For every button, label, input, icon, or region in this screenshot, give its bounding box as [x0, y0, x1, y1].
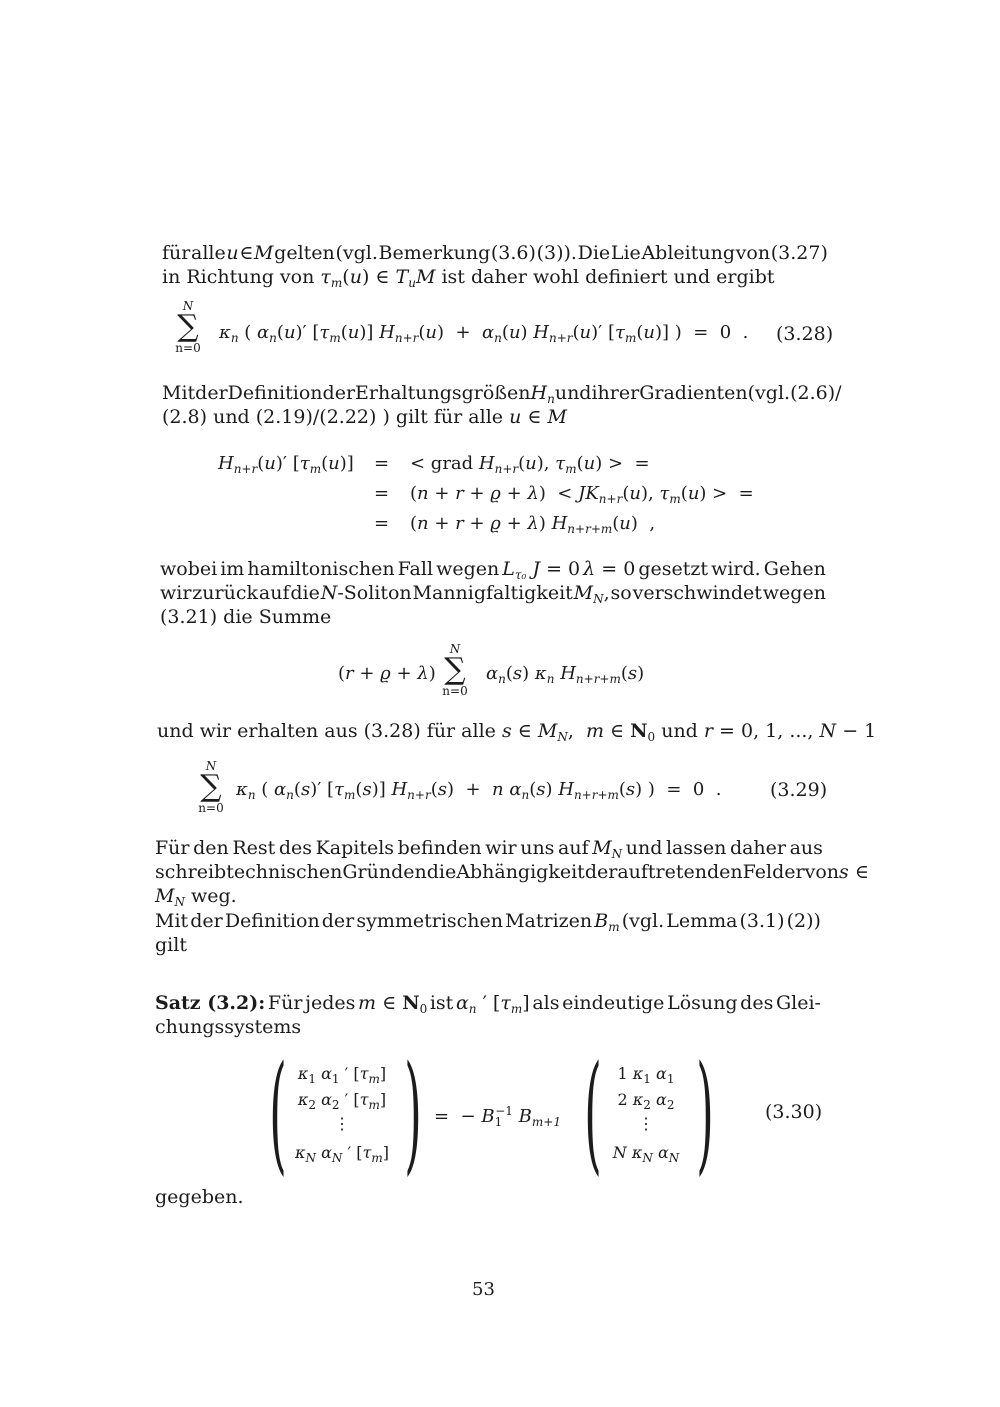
equals-sign: = [374, 513, 390, 534]
text-line: (3.21) die Summe [160, 606, 332, 628]
theorem-conclusion: gegeben. [155, 1186, 244, 1208]
matrix-equation-middle: = − $B_1^{-1}$ $B_{m+1}$ [434, 1104, 561, 1129]
paragraph-6 [155, 909, 821, 957]
sum-symbol: N ∑ n=0 [198, 759, 224, 815]
aligned-equation-rhs-3: (n + r + ϱ + λ) $H_{n+r+m}(u)$ , [410, 513, 656, 536]
equation-number: (3.29) [770, 779, 828, 801]
equation-3-29: $\kappa_n$ ( $\alpha_n(s)'$ $[\tau_m(s)] H_{n+r}(s) + n$ $\alpha_n(s)$ $H_{n+r+m}(s)$ ) = 0 . [236, 779, 722, 802]
matrix-entry: $\kappa_2$ $\alpha_2$ ′ $[\tau_m]$ [297, 1090, 387, 1112]
sum-prefactor: (r + ϱ + λ) [338, 663, 436, 684]
text-line: schreibtechnischen Gründen die Abhängigkeit der auftretenden Felder von s ∈ [155, 861, 869, 883]
text-line: chungssystems [155, 1016, 302, 1038]
sum-symbol: N ∑ n=0 [442, 642, 468, 698]
sum-symbol: N ∑ n=0 [175, 299, 201, 355]
aligned-equations-lhs: $H_{n+r}(u)'$ $[\tau_m(u)]$ [218, 453, 354, 476]
sum-term: $\alpha_n(s)$ $\kappa_n$ $H_{n+r+m}(s)$ [486, 663, 645, 686]
matrix-entry: 1 $\kappa_1$ $\alpha_1$ [617, 1064, 675, 1086]
paragraph-2 [162, 381, 842, 429]
matrix-entry: ⋮ [638, 1114, 654, 1133]
text-line: für alle u ∈ M gelten (vgl. Bemerkung (3.6) (3)). Die Lie Ableitung von (3.27) [162, 242, 828, 264]
paragraph-4 [157, 719, 877, 744]
theorem-3-2 [155, 991, 821, 1039]
text-line: in Richtung von $\tau_m(u)$ ∈ $T_uM$ ist daher wohl definiert und ergibt [162, 266, 775, 290]
text-line: Für den Rest des Kapitels befinden wir uns auf $M_N$ und lassen daher aus [155, 837, 823, 861]
equation-number: (3.28) [776, 323, 834, 345]
text-line: Mit der Definition der symmetrischen Matrizen $B_m$ (vgl. Lemma (3.1) (2)) [155, 910, 821, 934]
text-line: wobei im hamiltonischen Fall wegen $L_{\tau_0}$ J = 0 λ = 0 gesetzt wird. Gehen [160, 558, 826, 582]
page-number: 53 [472, 1279, 495, 1300]
text-line: gilt [155, 934, 187, 956]
aligned-equation-rhs-1: < grad $H_{n+r}(u)$, $\tau_m(u)$ > = [410, 453, 650, 476]
equals-sign: = [374, 483, 390, 504]
text-line: und wir erhalten aus (3.28) für alle s ∈ $M_N$, m ∈ $N_0$ und r = 0, 1, ..., N − 1 [157, 720, 877, 744]
matrix-entry: ⋮ [334, 1114, 350, 1133]
equation-number: (3.30) [765, 1101, 823, 1123]
left-paren: ( [269, 1039, 287, 1188]
text-line: wir zurück auf die N-Soliton Mannigfaltigkeit $M_N$, so verschwindet wegen [160, 582, 826, 606]
paragraph-5 [155, 836, 869, 909]
matrix-entry: $\kappa_1$ $\alpha_1$ ′ $[\tau_m]$ [297, 1064, 387, 1086]
text-line: Mit der Definition der Erhaltungsgrößen $H_n$ und ihrer Gradienten (vgl. (2.6)/ [162, 382, 842, 406]
right-paren: ) [404, 1039, 422, 1188]
text-line: Satz (3.2): Für jedes m ∈ $N_0$ ist $\alpha_n$ ′ $[\tau_m]$ als eindeutige Lösung des Glei- [155, 992, 821, 1016]
aligned-equation-rhs-2: $(n + r + ϱ + \lambda) < JK_{n+r}(u)$, $\tau_m(u)$ > = [410, 483, 754, 506]
right-paren: ) [696, 1039, 714, 1188]
matrix-entry: N $\kappa_N$ $\alpha_N$ [612, 1143, 680, 1165]
equation-3-28: $\kappa_n$ ( $\alpha_n(u)'$ $[\tau_m(u)] H_{n+r}(u) + \alpha_n(u)$ $H_{n+r}(u)'$ $[\tau_m(u)]$ ) = 0 . [219, 322, 749, 345]
matrix-entry: 2 $\kappa_2$ $\alpha_2$ [617, 1090, 675, 1112]
paragraph-1 [162, 241, 828, 289]
equals-sign: = [374, 453, 390, 474]
matrix-entry: $\kappa_N$ $\alpha_N$ ′ $[\tau_m]$ [295, 1143, 389, 1165]
text-line: $M_N$ weg. [155, 885, 237, 909]
paragraph-3 [160, 557, 826, 629]
text-line: (2.8) und (2.19)/(2.22) ) gilt für alle u ∈ M [162, 406, 567, 428]
left-paren: ( [584, 1039, 602, 1188]
